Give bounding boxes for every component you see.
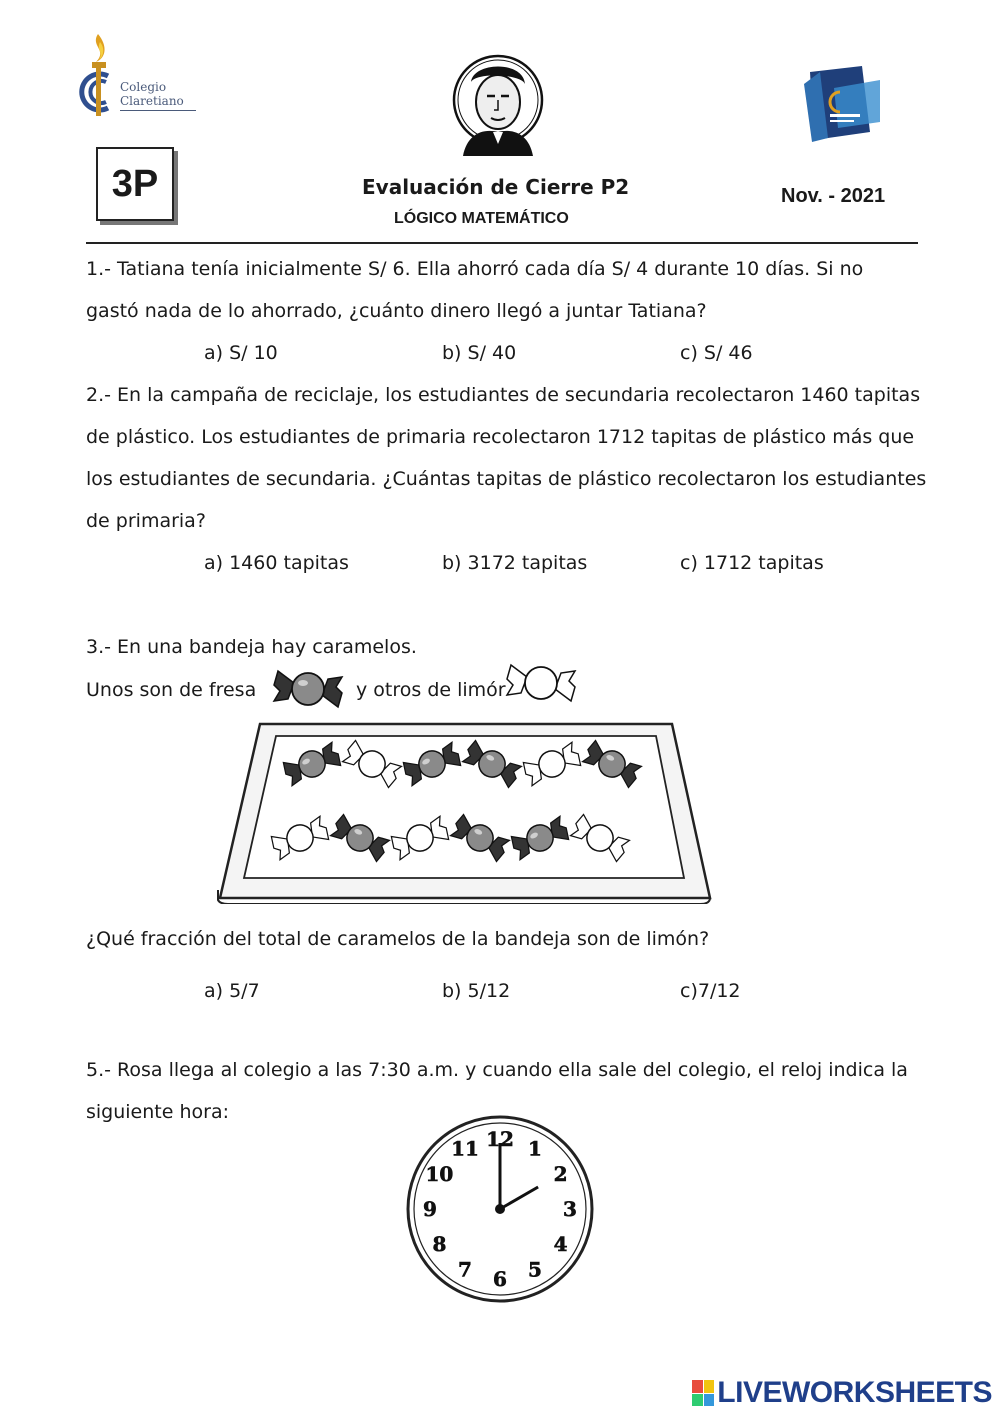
clock-number: 1	[528, 1136, 542, 1161]
clock-number: 10	[425, 1162, 454, 1186]
q1-option-b[interactable]: b) S/ 40	[442, 342, 517, 364]
clock-number: 6	[493, 1267, 507, 1291]
q3-question: ¿Qué fracción del total de caramelos de la bandeja son de limón?	[86, 928, 710, 950]
q2-option-a[interactable]: a) 1460 tapitas	[204, 552, 349, 574]
candy-tray	[216, 718, 712, 904]
clock-number: 7	[458, 1257, 472, 1282]
saint-portrait	[449, 52, 547, 160]
q2-option-c[interactable]: c) 1712 tapitas	[680, 552, 824, 574]
q2-text-line1: 2.- En la campaña de reciclaje, los estudiantes de secundaria recolectaron 1460 tapitas	[86, 384, 921, 406]
clock-number: 4	[553, 1232, 568, 1256]
q1-text-line2: gastó nada de lo ahorrado, ¿cuánto dinero llegó a juntar Tatiana?	[86, 300, 707, 322]
exam-date: Nov. - 2021	[781, 185, 886, 207]
logo-underline	[120, 110, 196, 111]
clock-number: 3	[563, 1197, 577, 1221]
clock-number: 9	[423, 1197, 437, 1221]
liveworksheets-logo-icon	[692, 1380, 714, 1406]
clock-number: 12	[486, 1127, 514, 1151]
q5-text-line1: 5.- Rosa llega al colegio a las 7:30 a.m. y cuando ella sale del colegio, el reloj indica la	[86, 1059, 908, 1081]
school-logo	[78, 32, 203, 120]
torch-icon	[78, 32, 122, 120]
lemon-candy-icon	[502, 662, 580, 704]
liveworksheets-brand	[692, 1376, 992, 1410]
q3-option-c[interactable]: c)7/12	[680, 980, 741, 1002]
grade-box: 3P	[96, 147, 174, 221]
q3-text-limon: y otros de limór	[356, 679, 506, 701]
q1-option-c[interactable]: c) S/ 46	[680, 342, 753, 364]
clock-number: 2	[553, 1162, 568, 1186]
q3-option-a[interactable]: a) 5/7	[204, 980, 260, 1002]
clock-center	[495, 1204, 505, 1214]
header-divider	[86, 242, 918, 244]
q1-text-line1: 1.- Tatiana tenía inicialmente S/ 6. Ella ahorró cada día S/ 4 durante 10 días. Si no	[86, 258, 864, 280]
q2-option-b[interactable]: b) 3172 tapitas	[442, 552, 588, 574]
clock-number: 11	[451, 1136, 479, 1161]
q2-text-line4: de primaria?	[86, 510, 206, 532]
q3-option-b[interactable]: b) 5/12	[442, 980, 511, 1002]
page-subtitle: LÓGICO MATEMÁTICO	[394, 210, 569, 227]
iso-seal-logo	[800, 62, 882, 148]
clock-number: 8	[432, 1232, 447, 1256]
clock	[402, 1114, 598, 1304]
school-name-line2: Claretiano	[120, 94, 184, 108]
q1-option-a[interactable]: a) S/ 10	[204, 342, 278, 364]
school-name-line1: Colegio	[120, 80, 167, 94]
strawberry-candy-icon	[268, 668, 348, 710]
q2-text-line2: de plástico. Los estudiantes de primaria recolectaron 1712 tapitas de plástico más que	[86, 426, 915, 448]
brand-text: LIVEWORKSHEETS	[717, 1376, 992, 1409]
clock-number: 5	[528, 1257, 542, 1282]
page-title: Evaluación de Cierre P2	[362, 175, 630, 199]
q5-text-line2: siguiente hora:	[86, 1101, 229, 1123]
q3-text-line1: 3.- En una bandeja hay caramelos.	[86, 636, 417, 658]
q2-text-line3: los estudiantes de secundaria. ¿Cuántas tapitas de plástico recolectaron los estudiantes	[86, 468, 927, 490]
q3-text-fresa: Unos son de fresa	[86, 679, 257, 701]
